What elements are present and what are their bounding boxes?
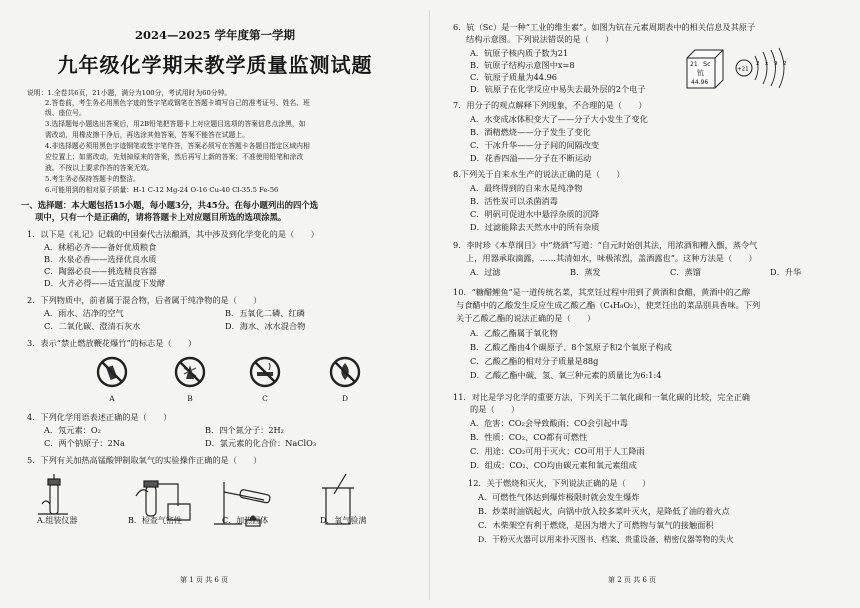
instruction-line: 液。不按以上要求作答的答案无效。 xyxy=(45,164,154,172)
option: A．危害：CO₂会导致酸雨；CO会引起中毒 xyxy=(470,418,628,428)
question-stem: 与食醋中的乙酸发生反应生成乙酸乙酯（C₄H₈O₂），使烹饪出的菜品别具香味。下列 xyxy=(456,300,761,310)
option: D．干粉灭火器可以用来扑灭图书、档案、贵重设备、精密仪器等物的失火 xyxy=(478,535,734,544)
instruction-line: 级、座位号。 xyxy=(45,109,86,117)
instruction-line: 2.答卷前，考生务必用黑色字迹的签字笔或钢笔在答题卡填写自己的准考证号、姓名、班 xyxy=(45,99,310,107)
option: C．二氧化碳、澄清石灰水 xyxy=(44,321,141,331)
option: B．酒精燃烧——分子发生了变化 xyxy=(470,127,591,137)
option: D．升华 xyxy=(770,267,802,277)
option: A．乙酸乙酯属于氧化物 xyxy=(470,328,558,338)
option: C．干冰升华——分子间的间隔改变 xyxy=(470,140,600,150)
option: B．炒菜时油锅起火，向锅中放入较多菜叶灭火，是降低了油的着火点 xyxy=(478,506,730,516)
option: A.组装仪器 xyxy=(37,516,78,525)
element-mass: 44.96 xyxy=(691,79,709,86)
question-stem: 10．“糖醋鲤鱼”是一道传统名菜，其烹饪过程中用到了黄酒和食醋，黄酒中的乙醇 xyxy=(453,287,751,297)
option: D．过滤能除去天然水中的所有杂质 xyxy=(470,222,600,232)
option: A．雨水、洁净的空气 xyxy=(44,308,124,318)
option: C．加热固体 xyxy=(222,516,269,525)
sign-label-c: C xyxy=(262,394,268,403)
option: C．乙酸乙酯的相对分子质量是88g xyxy=(470,356,599,366)
question-stem: 8.下列关于自来水生产的说法正确的是（ ） xyxy=(453,169,625,179)
page-number-left: 第 1 页 共 6 页 xyxy=(180,576,229,584)
question-stem: 11．对比是学习化学的重要方法，下列关于二氧化碳和一氧化碳的比较，完全正确 xyxy=(453,392,750,402)
question-stem: 结构示意图。下列说法错误的是（ ） xyxy=(466,34,614,44)
no-smoking-icon xyxy=(249,356,281,388)
shell-electrons: 9 xyxy=(774,61,778,67)
no-fireworks-icon xyxy=(96,356,128,388)
question-stem: 12．关于燃烧和灭火，下列说法正确的是（ ） xyxy=(468,478,651,488)
question-stem: 6．钪（Sc）是一种“工业的维生素”。如图为钪在元素周期表中的相关信息及其原子 xyxy=(453,22,756,32)
shell-electrons: 2 xyxy=(783,61,787,67)
option: B．钪原子结构示意图中x=8 xyxy=(470,60,575,70)
instruction-line: 3.选择题每小题选出答案后，用2B铅笔把答题卡上对应题目选项的答案信息点涂黑，如 xyxy=(45,120,306,128)
option: C．木柴架空有利于燃烧，是因为增大了可燃物与氧气的接触面积 xyxy=(478,520,714,530)
instruction-line: 5.考生务必保持答题卡的整洁。 xyxy=(45,175,140,183)
question-stem: 关于乙酸乙酯的说法正确的是（ ） xyxy=(456,313,596,323)
option: B．性质：CO₂、CO都有可燃性 xyxy=(470,432,588,442)
option: A．最终得到的自来水是纯净物 xyxy=(470,183,583,193)
option: A．过滤 xyxy=(470,267,501,277)
option: D．海水、冰水混合物 xyxy=(225,321,306,331)
option: A．秫稻必齐——备好优质粮食 xyxy=(44,242,157,252)
question-stem: 的是（ ） xyxy=(470,404,520,414)
instruction-line: 需改动，用橡皮擦干净后，再选涂其他答案，答案不能答在试题上。 xyxy=(45,131,249,139)
option: A．氖元素：O₂ xyxy=(44,425,101,435)
assemble-apparatus-icon xyxy=(38,474,68,514)
option: B．活性炭可以杀菌消毒 xyxy=(470,196,558,206)
option: A．水变成冰体积变大了——分子大小发生了变化 xyxy=(470,114,648,124)
question-stem: 4．下列化学用语表述正确的是（ ） xyxy=(27,412,172,422)
no-burning-icon xyxy=(174,356,206,388)
exam-year: 2024—2025 学年度第一学期 xyxy=(134,28,296,42)
option: C．两个钠原子：2Na xyxy=(44,438,125,448)
option: D．氧气验满 xyxy=(320,516,367,525)
sign-label-b: B xyxy=(187,394,193,403)
element-name: 钪 xyxy=(697,69,704,77)
option: B．四个氮分子：2H₂ xyxy=(205,425,284,435)
option: C．用途：CO₂可用于灭火；CO可用于人工降雨 xyxy=(470,446,645,456)
instruction-line: 4.非选择题必须用黑色字迹钢笔或签字笔作答，答案必须写在答题卡各题目指定区域内相 xyxy=(45,142,310,150)
question-stem: 3．表示“禁止燃放鞭花爆竹”的标志是（ ） xyxy=(27,338,197,348)
option: C．陶器必良——挑选精良容器 xyxy=(44,266,157,276)
question-stem: 9．李时珍《本草纲目》中“烧酒”写道：“自元时始创其法，用浓酒和糟入甑，蒸令气 xyxy=(453,240,758,250)
element-symbol: Sc xyxy=(703,60,711,68)
section-heading: 一、选择题：本大题包括15小题，每小题3分，共45分。在每小题列出的四个选 xyxy=(21,200,319,210)
question-stem: 上，用器承取滴露，……其清如水，味极浓烈，盖酒露也”。这种方法是（ ） xyxy=(466,253,757,263)
option: D．组成：CO₂、CO均由碳元素和氧元素组成 xyxy=(470,460,637,470)
instruction-line: 说明：1.全卷共6页，21小题，满分为100分，考试用时为60分钟。 xyxy=(27,89,232,97)
prohibition-signs xyxy=(74,356,384,412)
no-open-flame-icon xyxy=(329,356,361,388)
option: B．水泉必香——选择优良水质 xyxy=(44,254,157,264)
page-right xyxy=(430,0,860,608)
option: D．钪原子在化学反应中易失去最外层的2个电子 xyxy=(470,84,646,94)
question-stem: 1．以下是《礼记》记载的中国秦代古法酿酒，其中涉及到化学变化的是（ ） xyxy=(27,229,319,239)
option: D．花香四溢——分子在不断运动 xyxy=(470,153,592,163)
instruction-line: 6.可能用到的相对原子质量：H-1 C-12 Mg-24 O-16 Cu-40 Cl-35.5 Fe-56 xyxy=(45,186,279,194)
option: A．钪原子核内质子数为21 xyxy=(470,48,569,58)
option: B．蒸发 xyxy=(570,267,601,277)
option: D．氯元素的化合价：NaClO₃ xyxy=(205,438,317,448)
shell-electrons: x xyxy=(765,61,769,67)
option: B．检查气密性 xyxy=(128,516,182,525)
sign-label-a: A xyxy=(109,394,115,403)
question-stem: 2．下列物质中，前者属于混合物，后者属于纯净物的是（ ） xyxy=(27,295,262,305)
scandium-element-cell xyxy=(681,48,725,92)
page-number-right: 第 2 页 共 6 页 xyxy=(608,576,657,584)
option: B．五氧化二磷、红磷 xyxy=(225,308,305,318)
instruction-line: 应位置上；如需改动，先划掉原来的答案，然后再写上新的答案；不准使用铅笔和涂改 xyxy=(45,153,304,161)
option: C．钪原子质量为44.96 xyxy=(470,72,558,82)
exam-title: 九年级化学期末教学质量监测试题 xyxy=(57,53,373,77)
nucleus-charge: +21 xyxy=(737,66,749,73)
option: C．蒸馏 xyxy=(670,267,701,277)
question-stem: 5．下列有关加热高锰酸钾制取氧气的实验操作正确的是（ ） xyxy=(27,455,262,465)
section-heading: 项中，只有一个是正确的，请将答题卡上对应题目所选的选项涂黑。 xyxy=(35,212,287,222)
sign-label-d: D xyxy=(341,394,348,403)
option: B．乙酸乙酯由4个碳原子、8个氢原子和2个氧原子构成 xyxy=(470,342,672,352)
element-number: 21 xyxy=(690,61,698,68)
option: D．乙酸乙酯中碳、氢、氧三种元素的质量比为6:1:4 xyxy=(470,370,662,380)
atomic-structure-diagram xyxy=(733,44,795,92)
shell-electrons: 2 xyxy=(756,61,760,67)
option: A．可燃性气体达到爆炸极限时就会发生爆炸 xyxy=(478,492,640,502)
question-stem: 7．用分子的观点解释下列现象，不合理的是（ ） xyxy=(453,100,647,110)
option: D．火齐必得——适宜温度下发酵 xyxy=(44,278,166,288)
option: C．明矾可促进水中悬浮杂质的沉降 xyxy=(470,209,600,219)
